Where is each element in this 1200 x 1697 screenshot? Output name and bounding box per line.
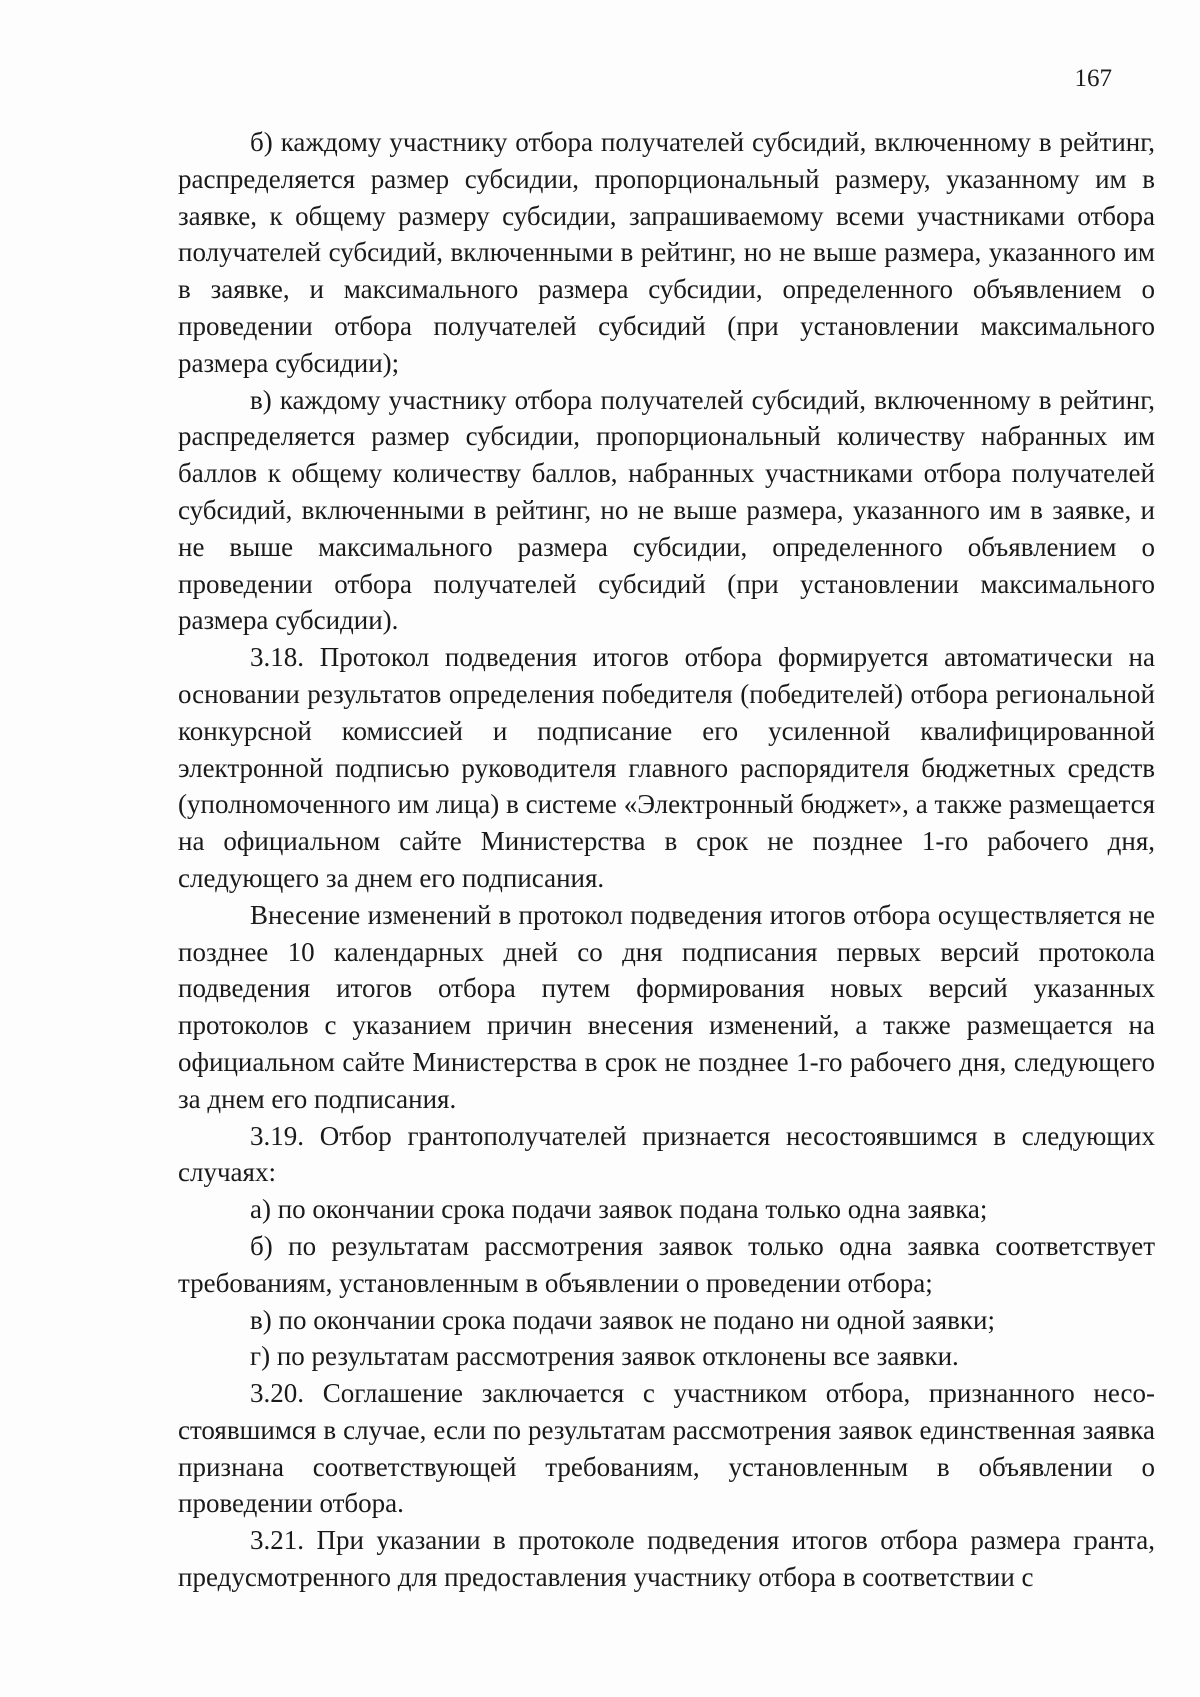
paragraph-b-subsidy-proportional-amount: б) каждому участнику отбора получателей субсидий, включенному в рейтинг, распределяется размер субсидии, пропорциональный размеру, указанному им в заявке, к общему размеру субсидии, запрашиваемому всеми участниками отбора получателей субсидий, включенными в рейтинг, но не выше размера, указанного им в заявке, и максимального размера субсидии, определенного объявлением о проведении отбора получателей субсидий (при установлении максимального размера субсидии);: [178, 127, 1155, 378]
list-item-v: в) по окончании срока подачи заявок не подано ни одной заявки;: [250, 1304, 995, 1335]
page-number: 167: [1074, 65, 1112, 92]
paragraph-3-19-failed-selection: 3.19. Отбор грантополучателей признается несостоявшимся в следующих случаях:: [178, 1120, 1155, 1188]
list-item-g: г) по результатам рассмотрения заявок отклонены все заявки.: [250, 1341, 959, 1372]
list-item-a: а) по окончании срока подачи заявок подана только одна заявка;: [250, 1194, 988, 1225]
paragraph-3-20-agreement: 3.20. Соглашение заключается с участником отбора, признанного несостоявшимся в случае, если по результатам рассмотрения заявок единственная заявка признана соответствующей требованиям, установленным в объявлении о проведении отбора.: [178, 1378, 1155, 1519]
list-item-b: б) по результатам рассмотрения заявок только одна заявка соответствует требованиям, установленным в объявлении о проведении отбора;: [178, 1230, 1155, 1298]
document-body: [178, 124, 1155, 1596]
paragraph-3-21-grant-amount: 3.21. При указании в протоколе подведения итогов отбора размера гранта, предусмотренного для предоставления участнику отбора в соответствии с: [178, 1525, 1155, 1593]
paragraph-v-subsidy-proportional-points: в) каждому участнику отбора получателей субсидий, включенному в рейтинг, распределяется размер субсидии, пропорциональный количеству набранных им баллов к общему количеству баллов, набранных участниками отбора получателей субсидий, включенными в рейтинг, но не выше размера, указанного им в заявке, и не выше максимального размера субсидии, определенного объявлением о проведении отбора получателей субсидий (при установлении максимального размера субсидии).: [178, 384, 1155, 636]
paragraph-3-18-protocol: 3.18. Протокол подведения итогов отбора формируется автоматически на основании результатов определения победителя (победителей) отбора региональной конкурсной комиссией и подписание его усиленной квалифицированной электронной подписью руководителя главного распорядителя бюджетных средств (уполномоченного им лица) в системе «Электронный бюджет», а также размещается на официальном сайте Министерства в срок не позднее 1-го рабочего дня, следующего за днем его подписания.: [178, 642, 1155, 893]
paragraph-protocol-changes: Внесение изменений в протокол подведения итогов отбора осуществляется не позднее 10 календарных дней со дня подписания первых версий протокола подведения итогов отбора путем формирования новых версий указанных протоколов с указанием причин внесения изменений, а также размещается на официальном сайте Министерства в срок не позднее 1-го рабочего дня, следующего за днем его подписания.: [178, 899, 1155, 1114]
